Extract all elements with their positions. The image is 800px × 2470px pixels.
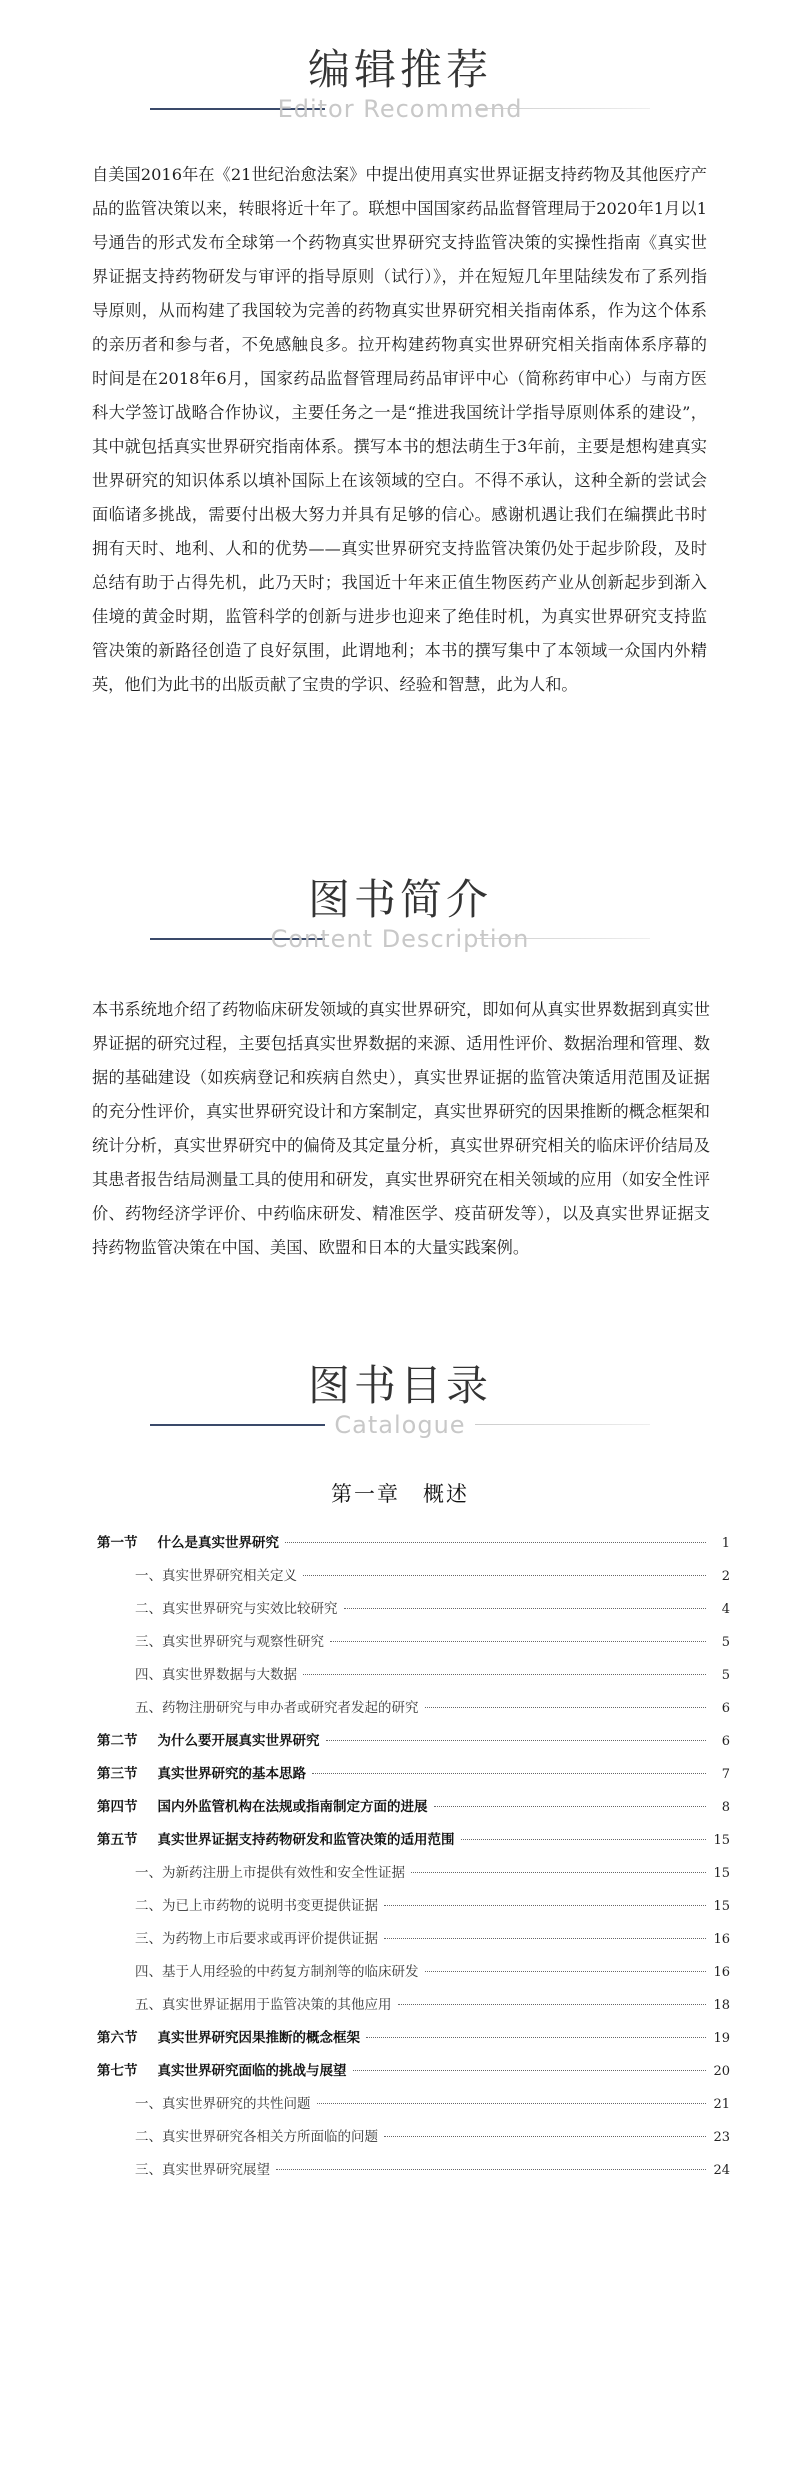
- toc-entry: [97, 1593, 730, 1626]
- toc-leader-dots: [411, 1871, 706, 1873]
- toc-leader-dots: [330, 1640, 706, 1642]
- toc-entry: [97, 1758, 730, 1791]
- toc-entry: [97, 1692, 730, 1725]
- toc-page-number: 16: [713, 1932, 730, 1947]
- toc-entry-title: 二、真实世界研究各相关方所面临的问题: [135, 2129, 378, 2145]
- toc-page-number: 4: [721, 1602, 730, 1617]
- toc-page-number: 16: [713, 1965, 730, 1980]
- toc-entry-title: 什么是真实世界研究: [157, 1535, 279, 1551]
- toc-page-number: 19: [713, 2031, 730, 2046]
- toc-entry-title: 二、为已上市药物的说明书变更提供证据: [135, 1898, 378, 1914]
- toc-page-number: 5: [721, 1635, 730, 1650]
- toc-leader-dots: [366, 2036, 706, 2038]
- toc-entry-title: 三、为药物上市后要求或再评价提供证据: [135, 1931, 378, 1947]
- toc-entry: [97, 1923, 730, 1956]
- content-body: 本书系统地介绍了药物临床研发领域的真实世界研究，即如何从真实世界数据到真实世界证据的研究过程，主要包括真实世界数据的来源、适用性评价、数据治理和管理、数据的基础建设（如疾病登记和疾病自然史），真实世界证据的监管决策适用范围及证据的充分性评价，真实世界研究设计和方案制定，真实世界研究的因果推断的概念框架和统计分析，真实世界研究中的偏倚及其定量分析，真实世界研究相关的临床评价结局及其患者报告结局测量工具的使用和研发，真实世界研究在相关领域的应用（如安全性评价、药物经济学评价、中药临床研发、精准医学、疫苗研发等），以及真实世界证据支持药物监管决策在中国、美国、欧盟和日本的大量实践案例。: [92, 1000, 710, 1257]
- toc-page-number: 8: [721, 1800, 730, 1815]
- toc-leader-dots: [398, 2003, 707, 2005]
- toc-leader-dots: [326, 1739, 707, 1741]
- toc-page-number: 20: [713, 2064, 730, 2079]
- toc-entry-title: 五、真实世界证据用于监管决策的其他应用: [135, 1997, 392, 2013]
- toc-entry-title: 四、基于人用经验的中药复方制剂等的临床研发: [135, 1964, 419, 1980]
- toc-page-number: 23: [713, 2130, 730, 2145]
- toc-page-number: 21: [713, 2097, 730, 2112]
- toc-page-number: 6: [721, 1701, 730, 1716]
- toc-entry: [97, 2088, 730, 2121]
- toc-section-number: 第七节: [97, 2063, 138, 2079]
- toc-leader-dots: [353, 2069, 707, 2071]
- toc-leader-dots: [303, 1574, 706, 1576]
- toc-leader-dots: [285, 1541, 706, 1543]
- toc-page-number: 5: [721, 1668, 730, 1683]
- toc-leader-dots: [276, 2168, 706, 2170]
- toc-section-number: 第六节: [97, 2030, 138, 2046]
- toc-leader-dots: [384, 2135, 706, 2137]
- toc-page-number: 15: [713, 1833, 730, 1848]
- toc-entry-title: 五、药物注册研究与申办者或研究者发起的研究: [135, 1700, 419, 1716]
- toc-entry-title: 二、真实世界研究与实效比较研究: [135, 1601, 338, 1617]
- toc-entry: [97, 2022, 730, 2055]
- table-of-contents: [97, 1527, 730, 2187]
- catalogue-title: 图书目录: [307, 1361, 492, 1410]
- toc-section-number: 第三节: [97, 1766, 138, 1782]
- toc-section-number: 第二节: [97, 1733, 138, 1749]
- toc-page-number: 15: [713, 1899, 730, 1914]
- toc-entry: [97, 2121, 730, 2154]
- toc-leader-dots: [425, 1970, 707, 1972]
- toc-leader-dots: [425, 1706, 707, 1708]
- toc-entry-title: 真实世界证据支持药物研发和监管决策的适用范围: [157, 1832, 455, 1848]
- toc-entry: [97, 1626, 730, 1659]
- toc-entry-title: 一、为新药注册上市提供有效性和安全性证据: [135, 1865, 405, 1881]
- toc-entry-title: 真实世界研究的基本思路: [157, 1766, 306, 1782]
- toc-section-number: 第四节: [97, 1799, 138, 1815]
- toc-entry: [97, 2055, 730, 2088]
- toc-page-number: 18: [713, 1998, 730, 2013]
- toc-entry-title: 四、真实世界数据与大数据: [135, 1667, 297, 1683]
- toc-section-number: 第一节: [97, 1535, 138, 1551]
- toc-entry: [97, 1527, 730, 1560]
- catalogue-title-en: Catalogue: [334, 1411, 466, 1439]
- toc-entry-title: 真实世界研究因果推断的概念框架: [157, 2030, 360, 2046]
- toc-entry-title: 三、真实世界研究展望: [135, 2162, 270, 2178]
- toc-leader-dots: [434, 1805, 707, 1807]
- toc-page-number: 2: [721, 1569, 730, 1584]
- toc-entry-title: 三、真实世界研究与观察性研究: [135, 1634, 324, 1650]
- editor-title-en: Editor Recommend: [277, 95, 523, 123]
- toc-entry: [97, 1857, 730, 1890]
- toc-entry: [97, 1560, 730, 1593]
- toc-leader-dots: [384, 1937, 706, 1939]
- toc-entry-title: 一、真实世界研究的共性问题: [135, 2096, 311, 2112]
- toc-page-number: 7: [721, 1767, 730, 1782]
- editor-title: 编辑推荐: [307, 45, 492, 94]
- editor-body: 自美国2016年在《21世纪治愈法案》中提出使用真实世界证据支持药物及其他医疗产品的监管决策以来，转眼将近十年了。联想中国国家药品监督管理局于2020年1月以1号通告的形式发布全球第一个药物真实世界研究支持监管决策的实操性指南《真实世界证据支持药物研发与审评的指导原则（试行）》，并在短短几年里陆续发布了系列指导原则，从而构建了我国较为完善的药物真实世界研究相关指南体系，作为这个体系的亲历者和参与者，不免感触良多。拉开构建药物真实世界研究相关指南体系序幕的时间是在2018年6月，国家药品监督管理局药品审评中心（简称药审中心）与南方医科大学签订战略合作协议，主要任务之一是“推进我国统计学指导原则体系的建设”，其中就包括真实世界研究指南体系。撰写本书的想法萌生于3年前，主要是想构建真实世界研究的知识体系以填补国际上在该领域的空白。不得不承认，这种全新的尝试会面临诸多挑战，需要付出极大努力并具有足够的信心。感谢机遇让我们在编撰此书时拥有天时、地利、人和的优势——真实世界研究支持监管决策仍处于起步阶段，及时总结有助于占得先机，此乃天时；我国近十年来正值生物医药产业从创新起步到渐入佳境的黄金时期，监管科学的创新与进步也迎来了绝佳时机，为真实世界研究支持监管决策的新路径创造了良好氛围，此谓地利；本书的撰写集中了本领域一众国内外精英，他们为此书的出版贡献了宝贵的学识、经验和智慧，此为人和。: [92, 165, 707, 694]
- toc-entry: [97, 2154, 730, 2187]
- toc-page-number: 6: [721, 1734, 730, 1749]
- toc-page-number: 24: [713, 2163, 730, 2178]
- toc-leader-dots: [344, 1607, 707, 1609]
- toc-leader-dots: [317, 2102, 707, 2104]
- toc-entry: [97, 1989, 730, 2022]
- toc-entry: [97, 1791, 730, 1824]
- content-title: 图书简介: [307, 875, 492, 924]
- toc-entry-title: 国内外监管机构在法规或指南制定方面的进展: [157, 1799, 428, 1815]
- toc-leader-dots: [312, 1772, 706, 1774]
- toc-entry: [97, 1824, 730, 1857]
- toc-section-number: 第五节: [97, 1832, 138, 1848]
- content-title-en: Content Description: [270, 925, 530, 953]
- toc-entry: [97, 1659, 730, 1692]
- toc-entry: [97, 1956, 730, 1989]
- toc-leader-dots: [303, 1673, 706, 1675]
- toc-page-number: 15: [713, 1866, 730, 1881]
- toc-page-number: 1: [721, 1536, 730, 1551]
- toc-entry-title: 为什么要开展真实世界研究: [157, 1733, 320, 1749]
- toc-leader-dots: [384, 1904, 706, 1906]
- chapter-title: 第一章 概述: [331, 1482, 469, 1506]
- toc-entry-title: 真实世界研究面临的挑战与展望: [157, 2063, 347, 2079]
- toc-leader-dots: [461, 1838, 707, 1840]
- toc-entry-title: 一、真实世界研究相关定义: [135, 1568, 297, 1584]
- toc-entry: [97, 1890, 730, 1923]
- toc-entry: [97, 1725, 730, 1758]
